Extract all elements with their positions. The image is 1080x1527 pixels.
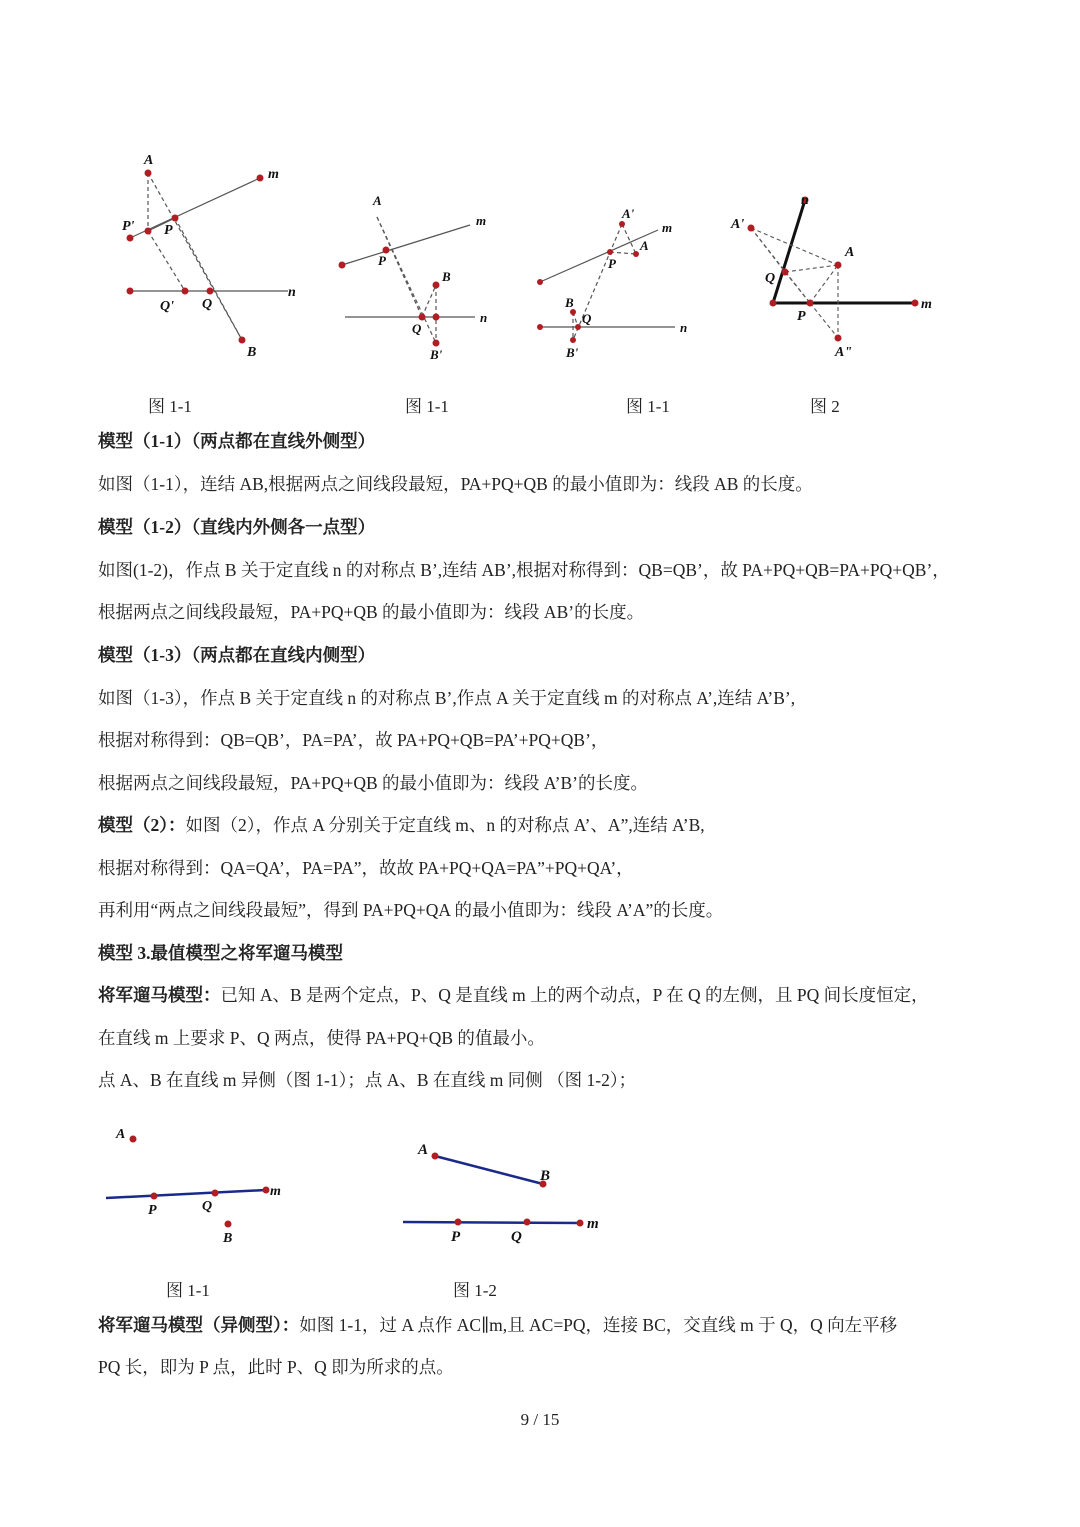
- page-number: 9 / 15: [520, 1410, 560, 1429]
- label-Q: Q: [582, 311, 592, 326]
- label-Q: Q: [765, 271, 776, 286]
- label-A-double-prime: A": [835, 345, 853, 360]
- label-A: A: [845, 245, 855, 260]
- label-P: P: [608, 256, 616, 271]
- label-Q: Q: [202, 1199, 213, 1214]
- figure-caption: 图 1-2: [453, 1281, 497, 1300]
- paragraph: 点 A、B 在直线 m 异侧（图 1-1）；点 A、B 在直线 m 同侧 （图 1-2）；: [98, 1070, 637, 1090]
- label-P: P: [378, 253, 386, 268]
- label-m: m: [921, 297, 932, 312]
- paragraph: 如图(1-2)，作点 B 关于定直线 n 的对称点 B’,连结 AB’,根据对称得到：QB=QB’，故 PA+PQ+QB=PA+PQ+QB’，: [98, 560, 950, 580]
- figure-caption: 图 1-1: [166, 1281, 210, 1300]
- heading-model-1-2: 模型（1-2）（直线内外侧各一点型）: [98, 517, 376, 537]
- label-P: P: [451, 1229, 461, 1245]
- label-n: n: [680, 320, 688, 335]
- label-B-prime: B': [430, 347, 443, 362]
- heading-model-1-1: 模型（1-1）（两点都在直线外侧型）: [98, 431, 376, 451]
- heading-model-2: 模型（2）：如图（2），作点 A 分别关于定直线 m、n 的对称点 A’、A”,连结 A’B,: [98, 815, 705, 835]
- figure-1-1-a: [110, 150, 310, 365]
- paragraph: 再利用“两点之间线段最短”，得到 PA+PQ+QA 的最小值即为：线段 A’A”的长度。: [98, 900, 724, 920]
- label-m: m: [270, 1184, 281, 1199]
- label-B-prime: B': [566, 345, 579, 360]
- label-A-prime: A': [622, 206, 635, 221]
- label-A: A: [144, 153, 154, 168]
- label-m: m: [268, 167, 279, 182]
- label-n: n: [288, 285, 296, 300]
- label-n: n: [480, 310, 488, 325]
- figure-2: [725, 190, 945, 370]
- figure-caption: 图 2: [810, 397, 840, 416]
- label-P: P: [797, 309, 806, 324]
- heading-model-3: 模型 3.最值模型之将军遛马模型: [98, 943, 343, 963]
- paragraph: 根据对称得到：QB=QB’，PA=PA’，故 PA+PQ+QB=PA’+PQ+QB’，: [98, 730, 609, 750]
- figure-1-2-same-side: [400, 1130, 620, 1250]
- paragraph: 如图（1-1），连结 AB,根据两点之间线段最短，PA+PQ+QB 的最小值即为：线段 AB 的长度。: [98, 474, 813, 494]
- label-A: A: [640, 238, 649, 253]
- paragraph: 将军遛马模型：已知 A、B 是两个定点，P、Q 是直线 m 上的两个动点，P 在 Q 的左侧，且 PQ 间长度恒定，: [98, 985, 929, 1005]
- label-P: P: [164, 223, 173, 238]
- label-B: B: [247, 345, 257, 360]
- figure-1-1-opposite-side: [100, 1118, 300, 1248]
- label-n: n: [801, 193, 809, 208]
- heading-model-1-3: 模型（1-3）（两点都在直线内侧型）: [98, 645, 376, 665]
- figure-1-1-c: [530, 200, 700, 370]
- label-Q: Q: [202, 297, 213, 312]
- label-B: B: [442, 269, 451, 284]
- heading-general-walk-opposite: 将军遛马模型（异侧型）：如图 1-1，过 A 点作 AC∥m,且 AC=PQ，连接 BC，交直线 m 于 Q，Q 向左平移: [98, 1315, 898, 1335]
- paragraph: 如图（1-3），作点 B 关于定直线 n 的对称点 B’,作点 A 关于定直线 m 的对称点 A’,连结 A’B’,: [98, 688, 796, 708]
- paragraph: 根据两点之间线段最短，PA+PQ+QB 的最小值即为：线段 A’B’的长度。: [98, 773, 648, 793]
- label-m: m: [662, 220, 673, 235]
- label-Q: Q: [511, 1229, 522, 1245]
- label-B: B: [565, 295, 574, 310]
- label-Q-prime: Q': [160, 299, 174, 314]
- figure-1-1-b: [330, 185, 510, 365]
- label-A: A: [418, 1142, 429, 1158]
- label-A: A: [116, 1127, 126, 1142]
- paragraph: 根据对称得到：QA=QA’，PA=PA”，故故 PA+PQ+QA=PA”+PQ+QA’，: [98, 858, 634, 878]
- paragraph: 在直线 m 上要求 P、Q 两点，使得 PA+PQ+QB 的值最小。: [98, 1028, 545, 1048]
- label-A-prime: A': [731, 217, 745, 232]
- figure-caption: 图 1-1: [405, 397, 449, 416]
- label-Q: Q: [412, 321, 422, 336]
- label-B: B: [223, 1231, 233, 1246]
- label-P: P: [148, 1203, 157, 1218]
- paragraph: PQ 长，即为 P 点，此时 P、Q 即为所求的点。: [98, 1357, 454, 1377]
- label-B: B: [540, 1168, 551, 1184]
- paragraph: 根据两点之间线段最短，PA+PQ+QB 的最小值即为：线段 AB’的长度。: [98, 602, 645, 622]
- label-A: A: [373, 193, 382, 208]
- label-m: m: [587, 1216, 599, 1232]
- label-P-prime: P': [122, 219, 135, 234]
- figure-caption: 图 1-1: [148, 397, 192, 416]
- figure-caption: 图 1-1: [626, 397, 670, 416]
- label-m: m: [476, 213, 487, 228]
